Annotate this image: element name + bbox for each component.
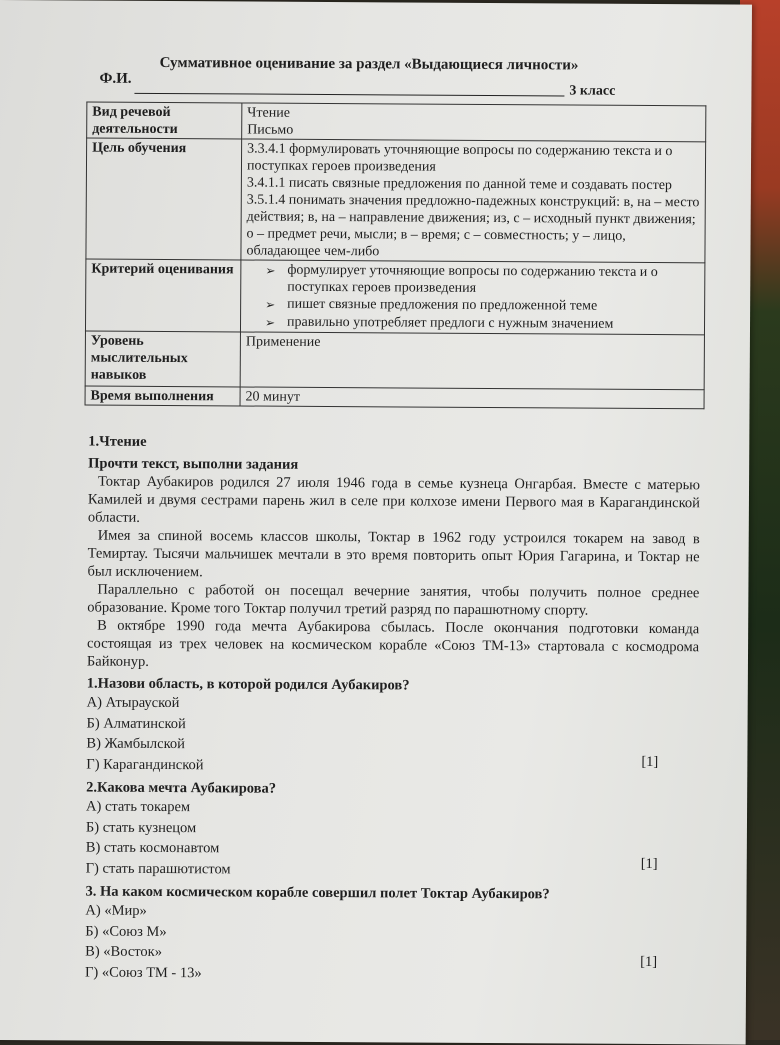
row-label: Вид речевой деятельности — [87, 102, 242, 139]
question-title: 3. На каком космическом корабле совершил полет Токтар Аубакиров? — [85, 883, 550, 903]
value-line: 3.3.4.1 формулировать уточняющие вопросы по содержанию текста и о поступках героев произведения — [246, 141, 673, 175]
criterion-text: формулирует уточняющие вопросы по содержанию текста и о поступках героев произведения — [287, 262, 658, 296]
reading-section — [85, 433, 700, 987]
arrow-bullet-icon: ➢ — [264, 315, 276, 330]
answer-option: А) стать токарем — [86, 798, 191, 816]
score-mark: [1] — [641, 753, 659, 770]
fio-label: Ф.И. — [99, 70, 132, 87]
value-line: Письмо — [247, 122, 294, 138]
value-line: 3.5.1.4 понимать значения предложно-падежных конструкций: в, на – место действия; в, на – направление движения; из, с – исходный пункт движения; о – предмет речи, мысли; в – время; с – совместность; у – лицо, обладающее чем-либо — [246, 192, 700, 260]
row-value: 20 минут — [240, 387, 704, 409]
answer-option-row — [86, 754, 698, 778]
value-line: Чтение — [247, 105, 290, 121]
answer-option: Г) «Союз ТМ - 13» — [85, 964, 202, 981]
row-label: Критерий оценивания — [85, 259, 240, 332]
question-title: 2.Какова мечта Аубакирова? — [86, 779, 277, 797]
criterion-item — [265, 314, 700, 335]
value-line: 3.4.1.1 писать связные предложения по данной теме и создавать постер — [246, 175, 672, 194]
paragraph: Имея за спиной восемь классов школы, Токтар в 1962 году устроился токарем на завод в Темиртау. Тысячи мальчишек мечтали в это время повторить опыт Юрия Гагарина, и Токтар не был исключением. — [87, 527, 700, 581]
row-label: Цель обучения — [86, 138, 242, 260]
answer-option: Г) Карагандинской — [86, 756, 204, 773]
section-heading: 1.Чтение — [88, 433, 147, 450]
table-row — [85, 259, 704, 335]
answer-option: Г) стать парашютистом — [85, 860, 231, 877]
criterion-text: правильно употребляет предлоги с нужным значением — [286, 314, 614, 332]
table-row — [85, 331, 704, 390]
page-title: Суммативное оценивание за раздел «Выдающиеся личности» — [159, 54, 579, 74]
grade-label: 3 класс — [569, 83, 616, 99]
instruction: Прочти текст, выполни задания — [88, 455, 299, 473]
table-row — [86, 138, 706, 263]
table-row — [87, 102, 706, 142]
row-value: Применение — [240, 332, 704, 390]
paragraph: Параллельно с работой он посещал вечерние занятия, чтобы получить полное среднее образование. Кроме того Токтар получил третий разряд по парашютному спорту. — [87, 581, 700, 619]
answer-option: А) Атырауской — [86, 694, 180, 712]
answer-option: В) стать космонавтом — [85, 839, 220, 857]
answer-option: Б) стать кузнецом — [85, 819, 197, 836]
fio-line — [134, 93, 564, 97]
answer-option: Б) Алматинской — [86, 715, 186, 732]
criterion-text: пишет связные предложения по предложенной теме — [287, 296, 598, 314]
answer-option-row — [85, 855, 698, 882]
arrow-bullet-icon: ➢ — [265, 263, 276, 278]
row-value — [241, 139, 706, 263]
paragraph: Токтар Аубакиров родился 27 июля 1946 года в семье кузнеца Онгарбая. Вместе с матерью Камилей и двумя сестрами парень жил в селе при колхозе имени Первого мая в Карагандинской области. — [87, 473, 701, 526]
assessment-table — [85, 102, 707, 410]
arrow-bullet-icon: ➢ — [265, 297, 276, 312]
answer-option: А) «Мир» — [85, 902, 147, 919]
table-row — [85, 386, 704, 409]
row-value — [240, 260, 704, 335]
answer-option: В) Жамбылской — [86, 735, 185, 753]
score-mark: [1] — [640, 953, 658, 970]
criterion-item — [265, 262, 700, 299]
answer-option-row — [85, 953, 697, 986]
question-title: 1.Назови область, в которой родился Аубакиров? — [86, 675, 410, 694]
row-label: Уровень мыслительных навыков — [85, 331, 240, 387]
row-label: Время выполнения — [85, 386, 240, 406]
answer-option: Б) «Союз М» — [85, 923, 167, 940]
row-value — [242, 103, 706, 142]
score-mark: [1] — [640, 855, 658, 872]
answer-option: В) «Восток» — [85, 943, 163, 961]
paragraph: В октябре 1990 года мечта Аубакирова сбылась. После окончания подготовки команда состоящая из трех человек на космическом корабле «Союз ТМ-13» стартовала с космодрома Байконур. — [86, 617, 700, 670]
